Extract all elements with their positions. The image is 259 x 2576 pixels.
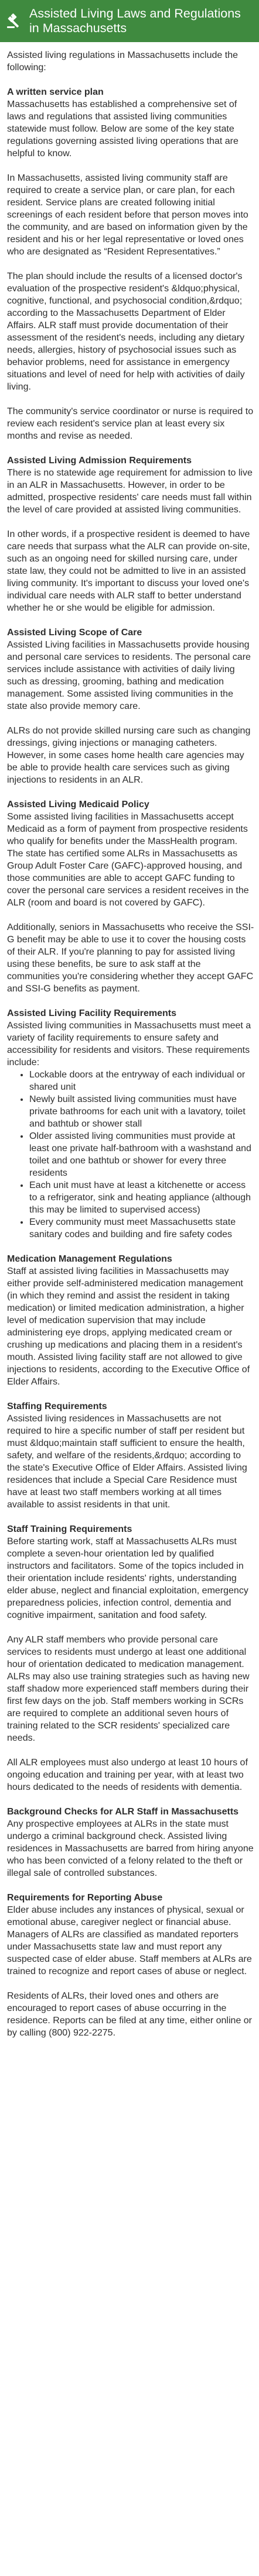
section-paragraph: Assisted living communities in Massachusetts must meet a variety of facility requirements to ensure safety and accessibility for residents and visitors. These requirements include:	[7, 1021, 251, 1067]
section-heading: Assisted Living Facility Requirements	[7, 1008, 176, 1018]
section-heading: Staffing Requirements	[7, 1401, 107, 1411]
page-header	[0, 0, 259, 42]
section-heading: Background Checks for ALR Staff in Massachusetts	[7, 1807, 239, 1817]
section-heading: Medication Management Regulations	[7, 1254, 172, 1264]
section-paragraph: Residents of ALRs, their loved ones and others are encouraged to report cases of abuse occurring in the residence. Reports can be filed at any time, either online or by calling (800) 922-2275.	[7, 1991, 253, 2038]
list-item: • Newly built assisted living communities must have private bathrooms for each unit with a lavatory, toilet and bathtub or shower stall	[29, 1093, 254, 1130]
section-paragraph: All ALR employees must also undergo at least 10 hours of ongoing education and training per year, with at least two hours dedicated to the needs of residents with dementia.	[7, 1758, 248, 1792]
section-heading: Assisted Living Admission Requirements	[7, 456, 192, 466]
list-item: • Older assisted living communities must provide at least one private half-bathroom with a washstand and toilet and one bathtub or shower for every three residents	[29, 1130, 254, 1179]
section-paragraph: Any prospective employees at ALRs in the state must undergo a criminal background check. Assisted living residences in Massachusetts are barred from hiring anyone who has been convicted of a felony related to the theft or illegal sale of controlled substances.	[7, 1819, 254, 1878]
list-item: • Each unit must have at least a kitchenette or access to a refrigerator, sink and heating appliance (although this may be limited to supervised access)	[29, 1179, 254, 1216]
section-heading: Assisted Living Scope of Care	[7, 628, 142, 638]
section-paragraph: Before starting work, staff at Massachusetts ALRs must complete a seven-hour orientation led by qualified instructors and facilitators. Some of the topics included in their orientation include residents' rights, understanding elder abuse, neglect and financial exploitation, emergency preparedness policies, infection control, dementia and cognitive impairment, sanitation and food safety.	[7, 1537, 248, 1620]
section-heading: A written service plan	[7, 87, 104, 97]
section-paragraph: The community's service coordinator or nurse is required to review each resident's service plan at least every six months and revise as needed.	[7, 407, 254, 441]
section-heading: Requirements for Reporting Abuse	[7, 1893, 163, 1903]
section-paragraph: In Massachusetts, assisted living community staff are required to create a service plan, or care plan, for each resident. Service plans are created following initial screenings of each resident before that person moves into the community, and are based on information given by the resident and his or her legal representative or loved ones who are designated as “Resident Representatives.”	[7, 173, 248, 257]
section-paragraph: Any ALR staff members who provide personal care services to residents must undergo at least one additional hour of orientation dedicated to medication management. ALRs may also use training strategies such as having new staff shadow more experienced staff members during their first few days on the job. Staff members working in SCRs are required to complete an additional seven hours of training related to the SCR residents' specialized care needs.	[7, 1635, 250, 1743]
list-item: • Lockable doors at the entryway of each individual or shared unit	[29, 1069, 254, 1093]
section-heading: Assisted Living Medicaid Policy	[7, 800, 149, 810]
section-paragraph: Some assisted living facilities in Massachusetts accept Medicaid as a form of payment from prospective residents who qualify for benefits under the MassHealth program. The state has certified some ALRs in Massachusetts as Group Adult Foster Care (GAFC)-approved housing, and those communities are able to accept GAFC funding to cover the personal care services a resident receives in the ALR (room and board is not covered by GAFC).	[7, 812, 249, 908]
gavel-icon	[6, 13, 22, 29]
facility-requirements-list	[7, 1069, 254, 1241]
section-paragraph: Elder abuse includes any instances of physical, sexual or emotional abuse, caregiver neglect or financial abuse. Managers of ALRs are classified as mandated reporters under Massachusetts state law and must report any suspected case of elder abuse. Staff members at ALRs are trained to recognize and report cases of abuse or neglect.	[7, 1905, 252, 1976]
article-body	[0, 42, 259, 2039]
page-title: Assisted Living Laws and Regulations in Massachusetts	[29, 6, 241, 35]
section-paragraph: ALRs do not provide skilled nursing care such as changing dressings, giving injections or managing catheters. However, in some cases home health care agencies may be able to provide health care services such as giving injections to residents in an ALR.	[7, 726, 251, 785]
list-item: • Every community must meet Massachusetts state sanitary codes and building and fire safety codes	[29, 1216, 254, 1241]
section-paragraph: Assisted Living facilities in Massachusetts provide housing and personal care services to residents. The personal care services include assistance with activities of daily living such as dressing, grooming, bathing and medication management. Some assisted living communities in the state also provide memory care.	[7, 640, 251, 711]
section-heading: Staff Training Requirements	[7, 1524, 132, 1534]
section-paragraph: In other words, if a prospective resident is deemed to have care needs that surpass what the ALR can provide on-site, such as an ongoing need for skilled nursing care, under state law, they could not be admitted to live in an assisted living community. It's important to discuss your loved one's individual care needs with ALR staff to better understand whether he or she would be eligible for admission.	[7, 529, 250, 613]
section-paragraph: There is no statewide age requirement for admission to live in an ALR in Massachusetts. However, in order to be admitted, prospective residents' care needs must fall within the level of care provided at assisted living communities.	[7, 468, 253, 515]
section-paragraph: Massachusetts has established a comprehensive set of laws and regulations that assisted living communities statewide must follow. Below are some of the key state regulations governing assisted living operations that are helpful to know.	[7, 99, 238, 159]
section-paragraph: The plan should include the results of a licensed doctor's evaluation of the prospective resident's &ldquo;physical, cognitive, functional, and psychosocial condition,&rdquo; according to the Massachusetts Department of Elder Affairs. ALR staff must provide documentation of their assessment of the resident's needs, including any dietary needs, allergies, history of psychosocial issues such as behavior problems, need for assistance in emergency situations and level of need for help with activities of daily living.	[7, 271, 245, 392]
section-paragraph: Staff at assisted living facilities in Massachusetts may either provide self-administered medication management (in which they remind and assist the resident in taking medication) or limited medication administration, a higher level of medication supervision that may include administering eye drops, applying medicated cream or crushing up medications and placing them in a resident's mouth. Assisted living facility staff are not allowed to give injections to residents, according to the Executive Office of Elder Affairs.	[7, 1266, 250, 1387]
intro-text: Assisted living regulations in Massachusetts include the following:	[7, 50, 238, 73]
section-paragraph: Additionally, seniors in Massachusetts who receive the SSI-G benefit may be able to use it to cover the housing costs of their ALR. If you're planning to pay for assisted living using these benefits, be sure to ask staff at the communities you're considering whether they accept GAFC and SSI-G benefits as payment.	[7, 922, 254, 994]
section-paragraph: Assisted living residences in Massachusetts are not required to hire a specific number of staff per resident but must &ldquo;maintain staff sufficient to ensure the health, safety, and welfare of the residents,&rdquo; according to the state's Executive Office of Elder Affairs. Assisted living residences that include a Special Care Residence must have at least two staff members working at all times available to assist residents in that unit.	[7, 1414, 247, 1510]
